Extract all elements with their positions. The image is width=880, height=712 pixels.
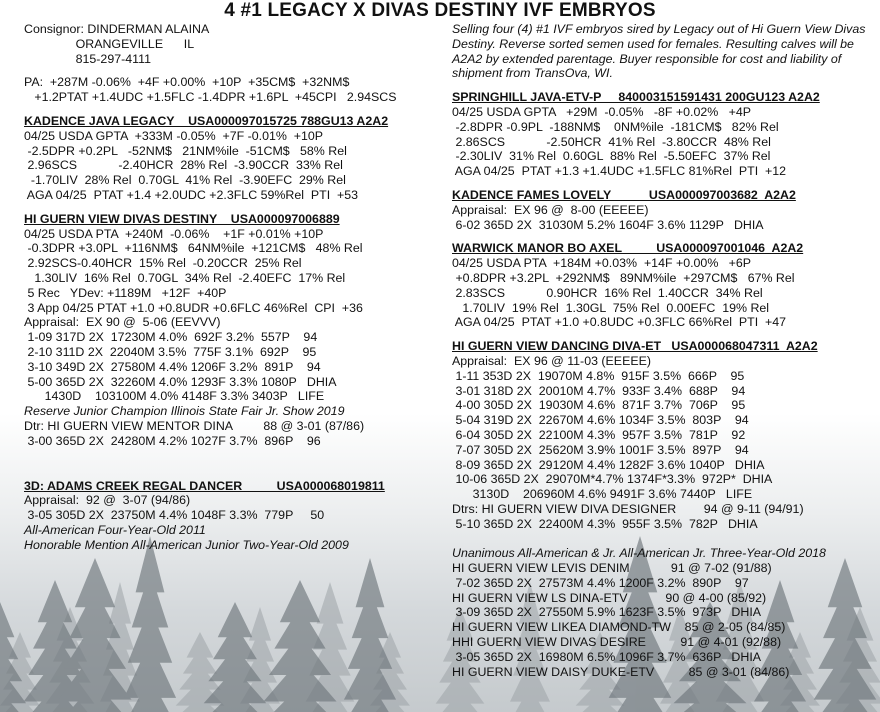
springhill-heading: SPRINGHILL JAVA-ETV-P 840003151591431 200GU123 A2A2: [452, 90, 820, 105]
dancing-diva-daughter: HI GUERN VIEW LS DINA-ETV 90 @ 4-00 (85/92): [452, 590, 767, 605]
third-dam-honor: Honorable Mention All-American Junior Two-Year-Old 2009: [24, 537, 349, 552]
dam-line: 5 Rec YDev: +1189M +12F +40P: [24, 285, 227, 300]
axel-line: +0.8DPR +3.2PL +292NM$ 89NM%ile +297CM$ 67% Rel: [452, 270, 795, 285]
consignor-block: [24, 22, 442, 66]
dam-daughter-record: 3-00 365D 2X 24280M 4.2% 1027F 3.7% 896P 96: [24, 433, 321, 448]
dancing-diva-line: 10-06 365D 2X 29070M*4.7% 1374F*3.3% 972P* DHIA: [452, 472, 773, 487]
dam-line: 2.92SCS-0.40HCR 15% Rel -0.20CCR 25% Rel: [24, 256, 302, 271]
dancing-diva-line: Appraisal: EX 96 @ 11-03 (EEEEE): [452, 353, 651, 368]
dam-line: 3 App 04/25 PTAT +1.0 +0.8UDR +0.6FLC 46%Rel CPI +36: [24, 300, 363, 315]
axel-heading: WARWICK MANOR BO AXEL USA000097001046 A2A2: [452, 241, 804, 256]
third-dam-honor: All-American Four-Year-Old 2011: [24, 522, 206, 537]
parent-average-block: [24, 75, 442, 105]
dam-line: 2-10 311D 2X 22040M 3.5% 775F 3.1% 692P 95: [24, 344, 317, 359]
dancing-diva-daughter: HI GUERN VIEW DAISY DUKE-ETV 85 @ 3-01 (84/86): [452, 664, 790, 679]
dam-line: 1.30LIV 16% Rel 0.70GL 34% Rel -2.40EFC 17% Rel: [24, 270, 346, 285]
dancing-diva-daughter: 3-09 365D 2X 27550M 5.9% 1623F 3.5% 973P DHIA: [452, 605, 762, 620]
dam-block: [24, 212, 442, 449]
dam-line: Appraisal: EX 90 @ 5-06 (EEVVV): [24, 315, 221, 330]
dancing-diva-line: Dtrs: HI GUERN VIEW DIVA DESIGNER 94 @ 9-11 (94/91): [452, 501, 804, 516]
sire-line: -1.70LIV 28% Rel 0.70GL 41% Rel -3.90EFC 29% Rel: [24, 173, 346, 188]
dam-line: -0.3DPR +3.0PL +116NM$ 64NM%ile +121CM$ 48% Rel: [24, 241, 363, 256]
springhill-line: 2.86SCS -2.50HCR 41% Rel -3.80CCR 48% Rel: [452, 134, 771, 149]
axel-line: AGA 04/25 PTAT +1.0 +0.8UDC +0.3FLC 66%Rel PTI +47: [452, 315, 787, 330]
fames-line: Appraisal: EX 96 @ 8-00 (EEEEE): [452, 202, 649, 217]
pa-line: +1.2PTAT +1.4UDC +1.5FLC -1.4DPR +1.6PL +45CPI 2.94SCS: [24, 90, 397, 105]
dancing-diva-line: 4-00 305D 2X 19030M 4.6% 871F 3.7% 706P 95: [452, 398, 746, 413]
sire-heading: KADENCE JAVA LEGACY USA000097015725 788GU13 A2A2: [24, 113, 389, 128]
dancing-diva-line: 1-11 353D 2X 19070M 4.8% 915F 3.5% 666P 95: [452, 368, 745, 383]
dancing-diva-line: 8-09 365D 2X 29120M 4.4% 1282F 3.6% 1040P DHIA: [452, 457, 765, 472]
third-dam-line: 3-05 305D 2X 23750M 4.4% 1048F 3.3% 779P 50: [24, 508, 325, 523]
dam-line: 3-10 349D 2X 27580M 4.4% 1206F 3.2% 891P 94: [24, 359, 321, 374]
dam-line: 04/25 USDA PTA +240M -0.06% +1F +0.01% +10P: [24, 226, 324, 241]
dancing-diva-line: 6-04 305D 2X 22100M 4.3% 957F 3.5% 781P 92: [452, 427, 746, 442]
fames-line: 6-02 365D 2X 31030M 5.2% 1604F 3.6% 1129P DHIA: [452, 217, 764, 232]
pa-line: PA: +287M -0.06% +4F +0.00% +10P +35CM$ +32NM$: [24, 75, 350, 90]
dancing-diva-daughter: HHI GUERN VIEW DIVAS DESIRE 91 @ 4-01 (92/88): [452, 635, 782, 650]
dancing-diva-honor: Unanimous All-American & Jr. All-American Jr. Three-Year-Old 2018: [452, 546, 826, 561]
lot-description: Selling four (4) #1 IVF embryos sired by Legacy out of Hi Guern View Divas Destiny. Reverse sorted semen used for females. Resulting calves will be A2A2 by extended parentage. Buyer responsible for cost and liability of shipment from TransOva, WI.: [452, 22, 866, 81]
fames-block: [452, 188, 872, 232]
fames-heading: KADENCE FAMES LOVELY USA000097003682 A2A2: [452, 187, 796, 202]
axel-line: 1.70LIV 19% Rel 1.30GL 75% Rel 0.00EFC 19% Rel: [452, 300, 770, 315]
sire-line: 04/25 USDA GPTA +333M -0.05% +7F -0.01% +10P: [24, 128, 324, 143]
axel-line: 2.83SCS 0.90HCR 16% Rel 1.40CCR 34% Rel: [452, 285, 763, 300]
springhill-line: 04/25 USDA GPTA +29M -0.05% -8F +0.02% +4P: [452, 104, 752, 119]
dancing-diva-line: 3-01 318D 2X 20010M 4.7% 933F 3.4% 688P 94: [452, 383, 746, 398]
springhill-line: -2.8DPR -0.9PL -188NM$ 0NM%ile -181CM$ 82% Rel: [452, 119, 779, 134]
axel-line: 04/25 USDA PTA +184M +0.03% +14F +0.00% +6P: [452, 256, 752, 271]
sire-line: 2.96SCS -2.40HCR 28% Rel -3.90CCR 33% Rel: [24, 158, 343, 173]
consignor-phone: 815-297-4111: [24, 51, 151, 66]
springhill-line: -2.30LIV 31% Rel 0.60GL 88% Rel -5.50EFC 37% Rel: [452, 149, 771, 164]
dancing-diva-heading: HI GUERN VIEW DANCING DIVA-ET USA000068047311 A2A2: [452, 339, 818, 354]
dancing-diva-line: 5-10 365D 2X 22400M 4.3% 955F 3.5% 782P DHIA: [452, 516, 758, 531]
dancing-diva-daughter: 3-05 365D 2X 16980M 6.5% 1096F 3.7% 636P DHIA: [452, 649, 762, 664]
dam-line: 1430D 103100M 4.0% 4148F 3.3% 3403P LIFE: [24, 389, 325, 404]
third-dam-line: Appraisal: 92 @ 3-07 (94/86): [24, 493, 191, 508]
dancing-diva-daughter: HI GUERN VIEW LEVIS DENIM 91 @ 7-02 (91/88): [452, 561, 772, 576]
lot-title: 4 #1 LEGACY X DIVAS DESTINY IVF EMBRYOS: [224, 0, 656, 21]
dancing-diva-line: 5-04 319D 2X 22670M 4.6% 1034F 3.5% 803P 94: [452, 413, 749, 428]
springhill-line: AGA 04/25 PTAT +1.3 +1.4UDC +1.5FLC 81%Rel PTI +12: [452, 164, 787, 179]
dam-heading: HI GUERN VIEW DIVAS DESTINY USA000097006889: [24, 211, 340, 226]
right-column: [452, 22, 872, 679]
axel-block: [452, 241, 872, 330]
left-column: [24, 22, 442, 553]
sire-line: -2.5DPR +0.2PL -52NM$ 21NM%ile -51CM$ 58% Rel: [24, 143, 347, 158]
dam-honor: Reserve Junior Champion Illinois State Fair Jr. Show 2019: [24, 404, 345, 419]
third-dam-heading: 3D: ADAMS CREEK REGAL DANCER USA000068019811: [24, 478, 385, 493]
sire-block: [24, 114, 442, 203]
springhill-block: [452, 90, 872, 179]
dancing-diva-line: 7-07 305D 2X 25620M 3.9% 1001F 3.5% 897P 94: [452, 442, 749, 457]
dancing-diva-line: 3130D 206960M 4.6% 9491F 3.6% 7440P LIFE: [452, 487, 753, 502]
consignor-name: Consignor: DINDERMAN ALAINA: [24, 22, 210, 36]
dam-line: 5-00 365D 2X 32260M 4.0% 1293F 3.3% 1080P DHIA: [24, 374, 337, 389]
sire-line: AGA 04/25 PTAT +1.4 +2.0UDC +2.3FLC 59%Rel PTI +53: [24, 187, 359, 202]
dam-line: 1-09 317D 2X 17230M 4.0% 692F 3.2% 557P 94: [24, 330, 318, 345]
dancing-diva-block: [452, 339, 872, 679]
dancing-diva-daughter: 7-02 365D 2X 27573M 4.4% 1200F 3.2% 890P 97: [452, 575, 749, 590]
third-dam-block: [24, 479, 442, 553]
dam-daughter: Dtr: HI GUERN VIEW MENTOR DINA 88 @ 3-01 (87/86): [24, 418, 365, 433]
dancing-diva-line: [452, 532, 872, 547]
consignor-city: ORANGEVILLE IL: [24, 36, 195, 51]
dancing-diva-daughter: HI GUERN VIEW LIKEA DIAMOND-TW 85 @ 2-05 (84/85): [452, 620, 786, 635]
